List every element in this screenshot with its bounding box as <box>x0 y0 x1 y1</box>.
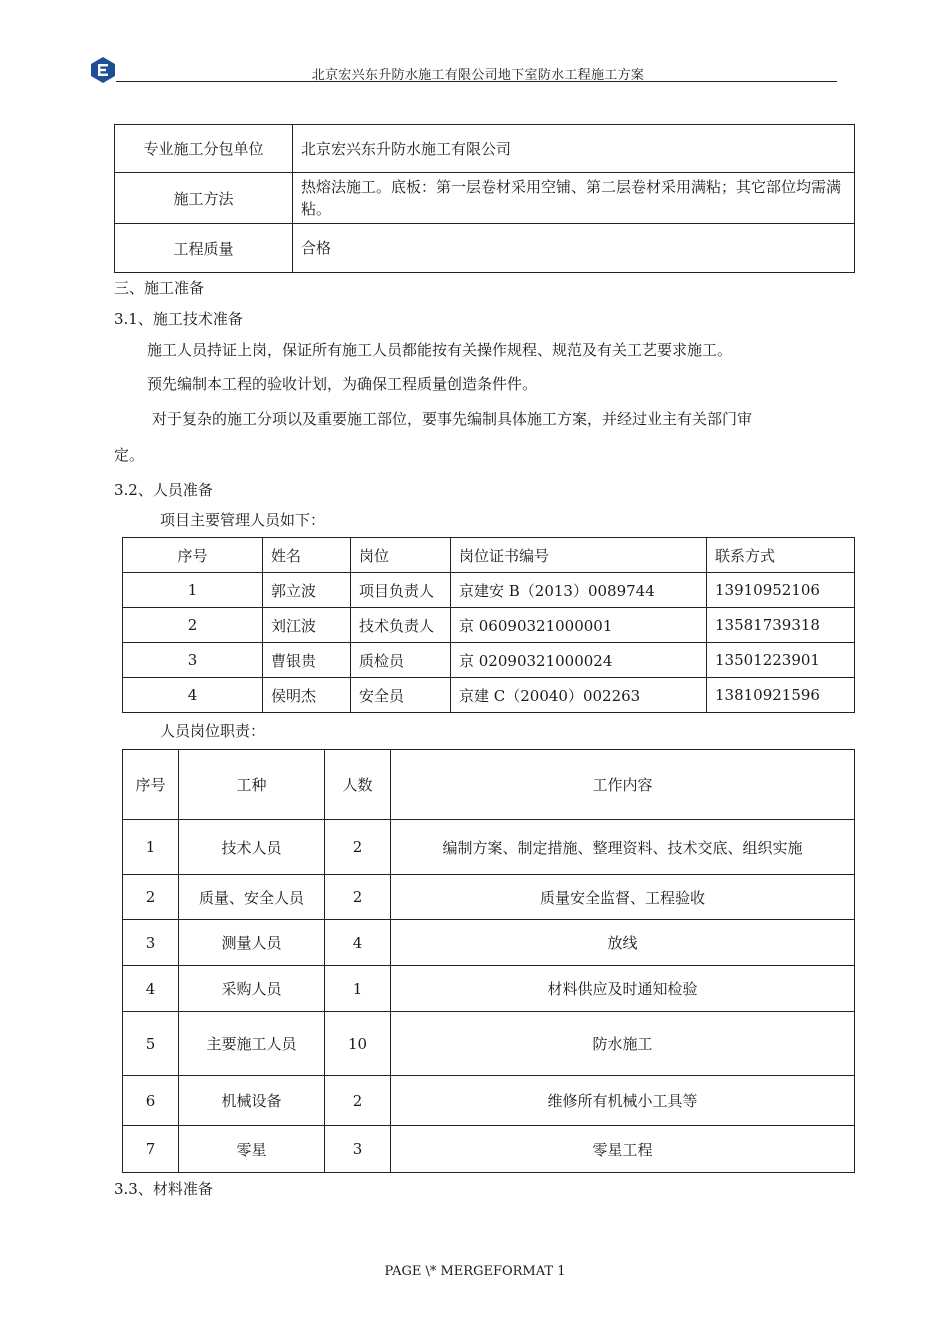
table-cell: 2 <box>325 820 391 875</box>
column-header: 工种 <box>179 750 325 820</box>
subsection-heading: 3.3、材料准备 <box>114 1180 213 1198</box>
table-cell: 放线 <box>391 920 855 966</box>
table-cell: 3 <box>325 1126 391 1173</box>
column-header: 姓名 <box>263 538 351 573</box>
table-cell: 13910952106 <box>707 573 855 608</box>
table-row <box>115 173 855 224</box>
table-header-row <box>123 538 855 573</box>
table-row <box>123 573 855 608</box>
table-cell: 维修所有机械小工具等 <box>391 1076 855 1126</box>
table-cell: 2 <box>325 875 391 920</box>
table-cell: 1 <box>123 820 179 875</box>
table-cell: 3 <box>123 643 263 678</box>
table-row <box>123 1012 855 1076</box>
table-cell: 13501223901 <box>707 643 855 678</box>
table-cell: 测量人员 <box>179 920 325 966</box>
table-row <box>123 875 855 920</box>
column-header: 岗位 <box>351 538 451 573</box>
table-cell: 机械设备 <box>179 1076 325 1126</box>
table-cell: 质量、安全人员 <box>179 875 325 920</box>
table-row <box>123 966 855 1012</box>
table-cell: 零星 <box>179 1126 325 1173</box>
table-cell: 7 <box>123 1126 179 1173</box>
project-info-table <box>114 124 855 273</box>
info-value: 北京宏兴东升防水施工有限公司 <box>293 125 855 173</box>
paragraph: 施工人员持证上岗，保证所有施工人员都能按有关操作规程、规范及有关工艺要求施工。 <box>147 341 733 359</box>
table-cell: 2 <box>123 875 179 920</box>
table-cell: 刘江波 <box>263 608 351 643</box>
duties-table <box>122 749 855 1173</box>
paragraph: 对于复杂的施工分项以及重要施工部位，要事先编制具体施工方案，并经过业主有关部门审 <box>152 410 753 428</box>
subsection-heading: 3.1、施工技术准备 <box>114 310 243 328</box>
info-label: 施工方法 <box>115 173 293 224</box>
table-cell: 技术人员 <box>179 820 325 875</box>
table-cell: 13810921596 <box>707 678 855 713</box>
table-header-row <box>123 750 855 820</box>
table-cell: 6 <box>123 1076 179 1126</box>
table-cell: 1 <box>325 966 391 1012</box>
paragraph: 项目主要管理人员如下： <box>160 511 326 529</box>
table-cell: 京 06090321000001 <box>451 608 707 643</box>
table-row <box>115 224 855 273</box>
table-cell: 曹银贵 <box>263 643 351 678</box>
table-cell: 侯明杰 <box>263 678 351 713</box>
table-cell: 5 <box>123 1012 179 1076</box>
table-cell: 2 <box>123 608 263 643</box>
table-row <box>123 678 855 713</box>
column-header: 人数 <box>325 750 391 820</box>
company-logo-icon <box>90 56 116 84</box>
column-header: 联系方式 <box>707 538 855 573</box>
table-cell: 4 <box>123 678 263 713</box>
table-row <box>123 920 855 966</box>
table-cell: 技术负责人 <box>351 608 451 643</box>
table-cell: 10 <box>325 1012 391 1076</box>
table-row <box>123 608 855 643</box>
column-header: 岗位证书编号 <box>451 538 707 573</box>
table-cell: 4 <box>325 920 391 966</box>
section-heading: 三、施工准备 <box>114 279 205 297</box>
table-cell: 京建安 B（2013）0089744 <box>451 573 707 608</box>
table-cell: 质检员 <box>351 643 451 678</box>
table-cell: 防水施工 <box>391 1012 855 1076</box>
table-cell: 采购人员 <box>179 966 325 1012</box>
table-row <box>123 1126 855 1173</box>
table-cell: 13581739318 <box>707 608 855 643</box>
table-cell: 材料供应及时通知检验 <box>391 966 855 1012</box>
managers-table <box>122 537 855 713</box>
subsection-heading: 3.2、人员准备 <box>114 481 213 499</box>
table-cell: 2 <box>325 1076 391 1126</box>
table-cell: 京建 C（20040）002263 <box>451 678 707 713</box>
table-cell: 编制方案、制定措施、整理资料、技术交底、组织实施 <box>391 820 855 875</box>
table-cell: 京 02090321000024 <box>451 643 707 678</box>
table-row <box>115 125 855 173</box>
column-header: 工作内容 <box>391 750 855 820</box>
paragraph: 人员岗位职责： <box>160 722 266 740</box>
paragraph: 定。 <box>114 446 145 464</box>
column-header: 序号 <box>123 750 179 820</box>
table-row <box>123 1076 855 1126</box>
info-label: 工程质量 <box>115 224 293 273</box>
paragraph: 预先编制本工程的验收计划，为确保工程质量创造条件件。 <box>147 375 538 393</box>
info-value: 合格 <box>293 224 855 273</box>
info-value: 热熔法施工。底板：第一层卷材采用空铺、第二层卷材采用满粘；其它部位均需满粘。 <box>293 173 855 224</box>
info-label: 专业施工分包单位 <box>115 125 293 173</box>
table-cell: 3 <box>123 920 179 966</box>
table-row <box>123 643 855 678</box>
table-cell: 郭立波 <box>263 573 351 608</box>
table-cell: 项目负责人 <box>351 573 451 608</box>
table-cell: 质量安全监督、工程验收 <box>391 875 855 920</box>
table-cell: 主要施工人员 <box>179 1012 325 1076</box>
table-cell: 安全员 <box>351 678 451 713</box>
column-header: 序号 <box>123 538 263 573</box>
document-header-title: 北京宏兴东升防水施工有限公司地下室防水工程施工方案 <box>311 68 645 83</box>
table-cell: 4 <box>123 966 179 1012</box>
header-divider <box>116 81 837 82</box>
table-cell: 1 <box>123 573 263 608</box>
table-row <box>123 820 855 875</box>
page-footer: PAGE \* MERGEFORMAT 1 <box>384 1264 566 1279</box>
table-cell: 零星工程 <box>391 1126 855 1173</box>
